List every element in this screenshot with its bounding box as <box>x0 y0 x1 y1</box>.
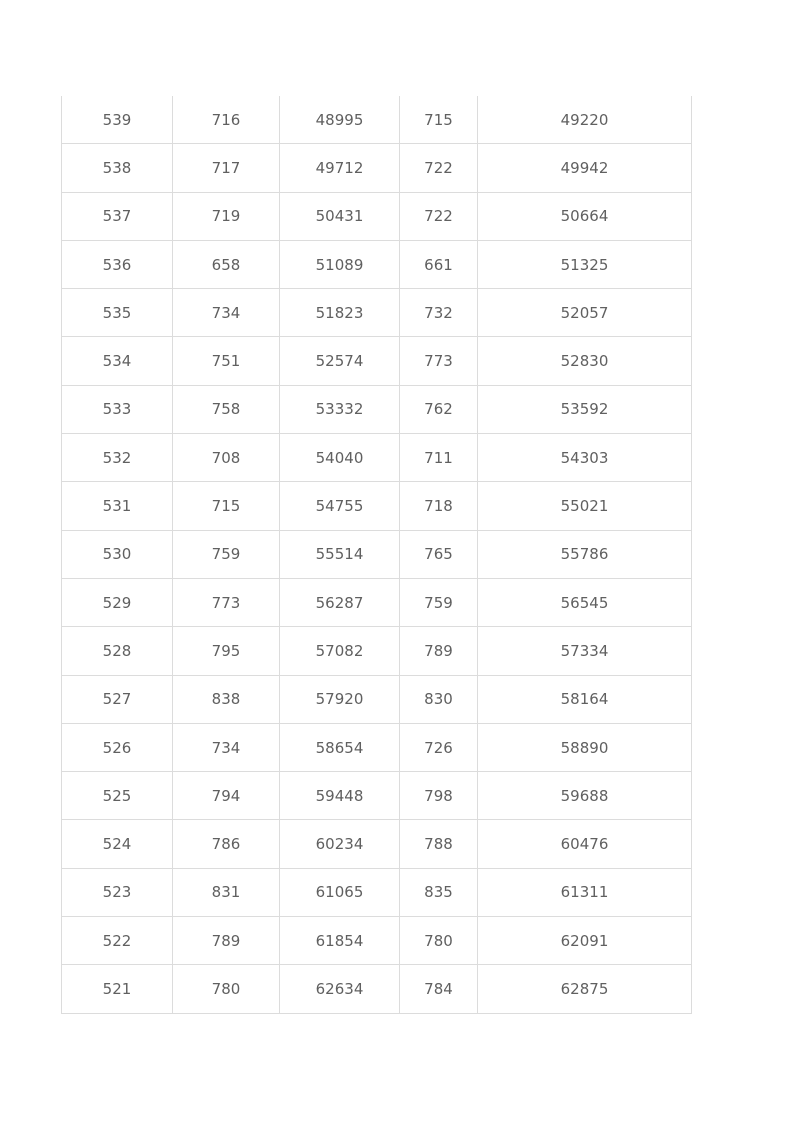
table-row <box>62 192 692 240</box>
cumulative-cell-2: 55786 <box>478 530 692 578</box>
score-cell: 539 <box>62 96 173 144</box>
count-cell: 795 <box>173 627 280 675</box>
count-cell: 759 <box>173 530 280 578</box>
cumulative-cell: 57920 <box>280 675 400 723</box>
cumulative-cell: 61065 <box>280 868 400 916</box>
table-row <box>62 820 692 868</box>
count-cell: 708 <box>173 434 280 482</box>
count-cell-2: 835 <box>400 868 478 916</box>
cumulative-cell-2: 55021 <box>478 482 692 530</box>
count-cell-2: 762 <box>400 385 478 433</box>
table-row <box>62 482 692 530</box>
count-cell: 773 <box>173 578 280 626</box>
count-cell-2: 715 <box>400 96 478 144</box>
score-cell: 535 <box>62 289 173 337</box>
cumulative-cell: 58654 <box>280 723 400 771</box>
cumulative-cell: 52574 <box>280 337 400 385</box>
score-cell: 524 <box>62 820 173 868</box>
count-cell: 734 <box>173 723 280 771</box>
count-cell-2: 722 <box>400 144 478 192</box>
table-row <box>62 289 692 337</box>
cumulative-cell-2: 54303 <box>478 434 692 482</box>
score-cell: 538 <box>62 144 173 192</box>
cumulative-cell-2: 62875 <box>478 965 692 1013</box>
count-cell-2: 765 <box>400 530 478 578</box>
cumulative-cell-2: 50664 <box>478 192 692 240</box>
cumulative-cell: 50431 <box>280 192 400 240</box>
table-body <box>62 96 692 1013</box>
table-row <box>62 917 692 965</box>
table-row <box>62 772 692 820</box>
cumulative-cell-2: 58890 <box>478 723 692 771</box>
table-row <box>62 530 692 578</box>
count-cell-2: 773 <box>400 337 478 385</box>
count-cell-2: 661 <box>400 240 478 288</box>
score-cell: 532 <box>62 434 173 482</box>
count-cell: 751 <box>173 337 280 385</box>
count-cell-2: 759 <box>400 578 478 626</box>
score-cell: 534 <box>62 337 173 385</box>
cumulative-cell-2: 59688 <box>478 772 692 820</box>
score-cell: 536 <box>62 240 173 288</box>
count-cell-2: 722 <box>400 192 478 240</box>
score-cell: 523 <box>62 868 173 916</box>
count-cell-2: 830 <box>400 675 478 723</box>
count-cell: 794 <box>173 772 280 820</box>
count-cell-2: 780 <box>400 917 478 965</box>
cumulative-cell: 56287 <box>280 578 400 626</box>
cumulative-cell-2: 49220 <box>478 96 692 144</box>
count-cell: 789 <box>173 917 280 965</box>
table-row <box>62 675 692 723</box>
count-cell-2: 726 <box>400 723 478 771</box>
count-cell: 715 <box>173 482 280 530</box>
cumulative-cell: 59448 <box>280 772 400 820</box>
table-row <box>62 337 692 385</box>
score-cell: 526 <box>62 723 173 771</box>
score-cell: 533 <box>62 385 173 433</box>
table-row <box>62 578 692 626</box>
count-cell: 838 <box>173 675 280 723</box>
cumulative-cell: 53332 <box>280 385 400 433</box>
count-cell-2: 789 <box>400 627 478 675</box>
count-cell: 831 <box>173 868 280 916</box>
count-cell-2: 711 <box>400 434 478 482</box>
table-row <box>62 240 692 288</box>
count-cell-2: 718 <box>400 482 478 530</box>
count-cell: 734 <box>173 289 280 337</box>
table-row <box>62 96 692 144</box>
cumulative-cell: 51823 <box>280 289 400 337</box>
cumulative-cell: 60234 <box>280 820 400 868</box>
cumulative-cell-2: 49942 <box>478 144 692 192</box>
cumulative-cell: 49712 <box>280 144 400 192</box>
cumulative-cell-2: 58164 <box>478 675 692 723</box>
count-cell: 758 <box>173 385 280 433</box>
score-cell: 522 <box>62 917 173 965</box>
cumulative-cell: 55514 <box>280 530 400 578</box>
score-cell: 525 <box>62 772 173 820</box>
count-cell-2: 784 <box>400 965 478 1013</box>
count-cell: 717 <box>173 144 280 192</box>
cumulative-cell: 57082 <box>280 627 400 675</box>
score-cell: 527 <box>62 675 173 723</box>
table-row <box>62 144 692 192</box>
table-row <box>62 723 692 771</box>
cumulative-cell: 61854 <box>280 917 400 965</box>
cumulative-cell-2: 53592 <box>478 385 692 433</box>
count-cell: 719 <box>173 192 280 240</box>
count-cell: 716 <box>173 96 280 144</box>
cumulative-cell-2: 57334 <box>478 627 692 675</box>
score-cell: 531 <box>62 482 173 530</box>
table-row <box>62 627 692 675</box>
cumulative-cell: 54755 <box>280 482 400 530</box>
count-cell: 786 <box>173 820 280 868</box>
count-cell-2: 798 <box>400 772 478 820</box>
cumulative-cell-2: 60476 <box>478 820 692 868</box>
table-row <box>62 434 692 482</box>
cumulative-cell-2: 61311 <box>478 868 692 916</box>
cumulative-cell-2: 62091 <box>478 917 692 965</box>
count-cell-2: 732 <box>400 289 478 337</box>
cumulative-cell-2: 52057 <box>478 289 692 337</box>
score-cell: 528 <box>62 627 173 675</box>
cumulative-cell: 62634 <box>280 965 400 1013</box>
cumulative-cell: 51089 <box>280 240 400 288</box>
score-cell: 529 <box>62 578 173 626</box>
table-row <box>62 868 692 916</box>
count-cell-2: 788 <box>400 820 478 868</box>
cumulative-cell-2: 56545 <box>478 578 692 626</box>
count-cell: 658 <box>173 240 280 288</box>
table-row <box>62 385 692 433</box>
cumulative-cell: 54040 <box>280 434 400 482</box>
score-cell: 537 <box>62 192 173 240</box>
cumulative-cell: 48995 <box>280 96 400 144</box>
cumulative-cell-2: 52830 <box>478 337 692 385</box>
score-cell: 521 <box>62 965 173 1013</box>
count-cell: 780 <box>173 965 280 1013</box>
score-table <box>61 96 692 1014</box>
table-row <box>62 965 692 1013</box>
cumulative-cell-2: 51325 <box>478 240 692 288</box>
score-cell: 530 <box>62 530 173 578</box>
